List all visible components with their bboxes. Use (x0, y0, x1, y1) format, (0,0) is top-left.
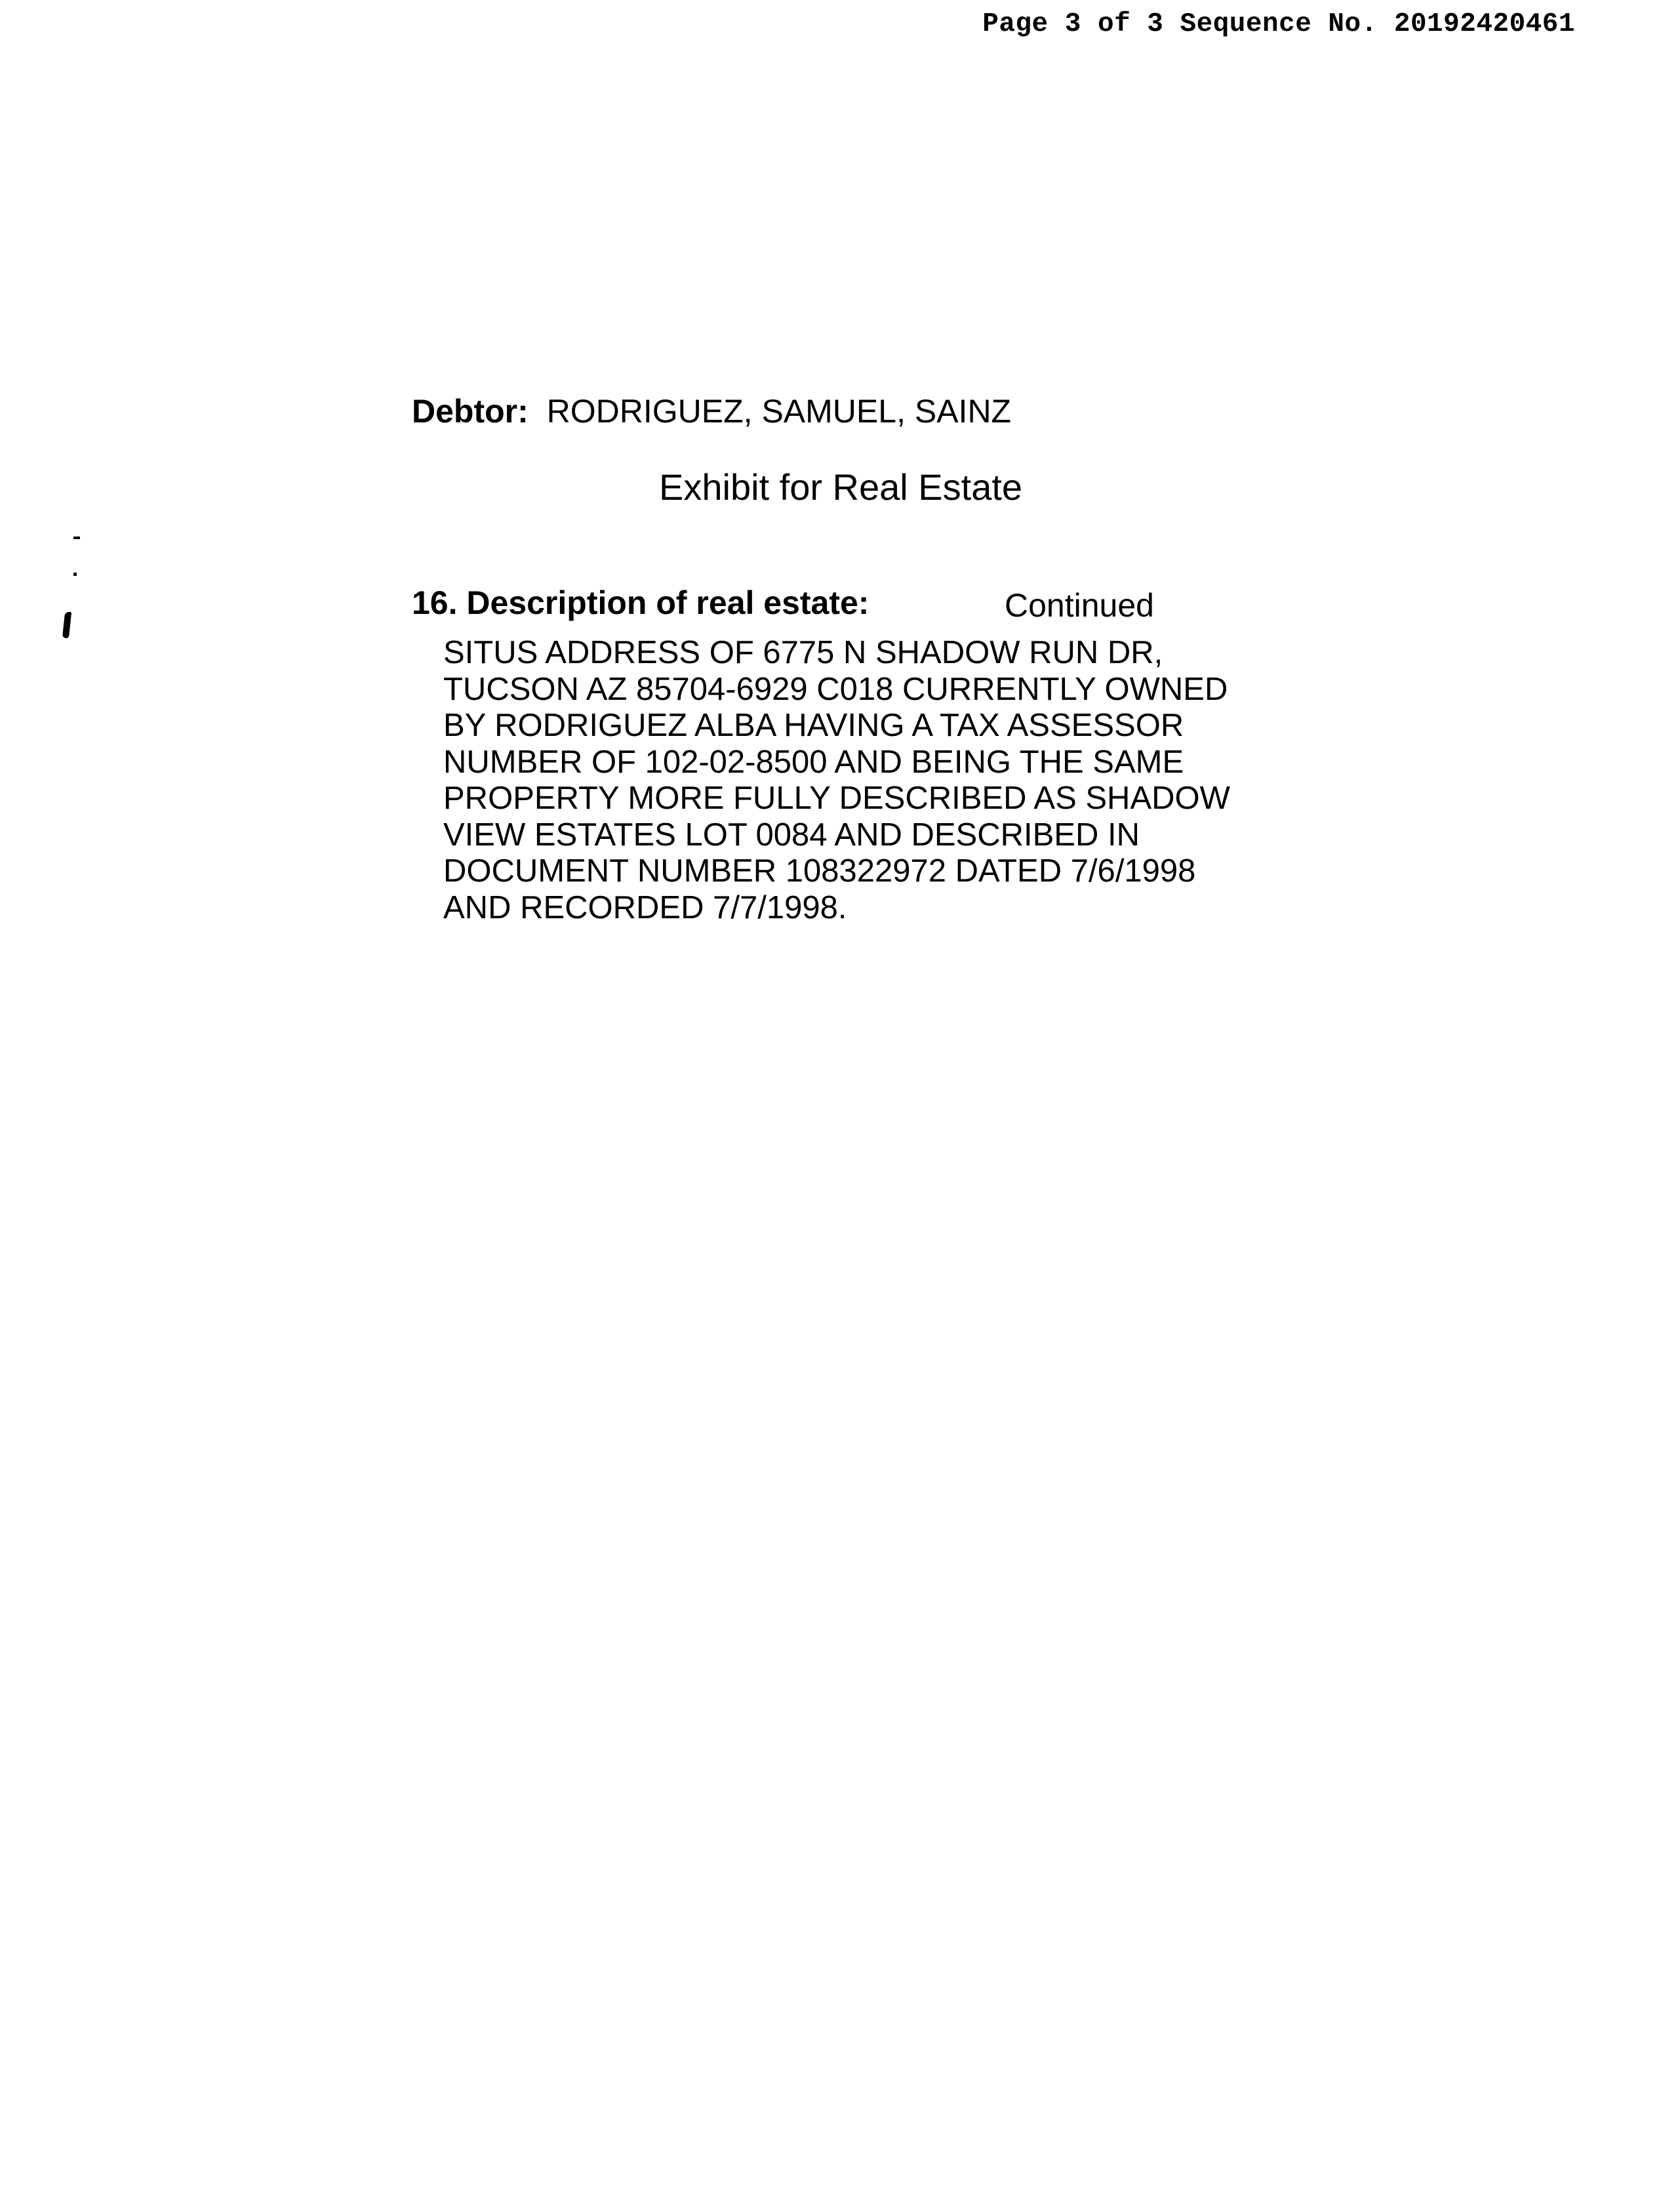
scan-artifact-mark (73, 537, 80, 539)
description-line: NUMBER OF 102-02-8500 AND BEING THE SAME (443, 744, 1184, 780)
description-line: DOCUMENT NUMBER 108322972 DATED 7/6/1998 (443, 853, 1196, 889)
scan-artifact-mark (73, 573, 77, 576)
exhibit-title: Exhibit for Real Estate (659, 466, 1023, 508)
section-status: Continued (1005, 587, 1154, 624)
description-line: TUCSON AZ 85704-6929 C018 CURRENTLY OWNED (443, 671, 1228, 707)
section-heading (412, 584, 1330, 622)
description-line: VIEW ESTATES LOT 0084 AND DESCRIBED IN (443, 817, 1140, 853)
section-label: 16. Description of real estate: (412, 584, 870, 621)
scan-artifact-mark (62, 612, 71, 638)
debtor-name: RODRIGUEZ, SAMUEL, SAINZ (546, 393, 1012, 430)
description-line: BY RODRIGUEZ ALBA HAVING A TAX ASSESSOR (443, 708, 1184, 743)
description-line: PROPERTY MORE FULLY DESCRIBED AS SHADOW (443, 781, 1230, 816)
real-estate-description (443, 635, 1309, 926)
description-line: AND RECORDED 7/7/1998. (443, 889, 847, 925)
debtor-label: Debtor: (412, 393, 529, 430)
page-sequence-header: Page 3 of 3 Sequence No. 20192420461 (982, 9, 1575, 39)
description-line: SITUS ADDRESS OF 6775 N SHADOW RUN DR, (443, 635, 1163, 670)
debtor-line (412, 392, 1011, 430)
